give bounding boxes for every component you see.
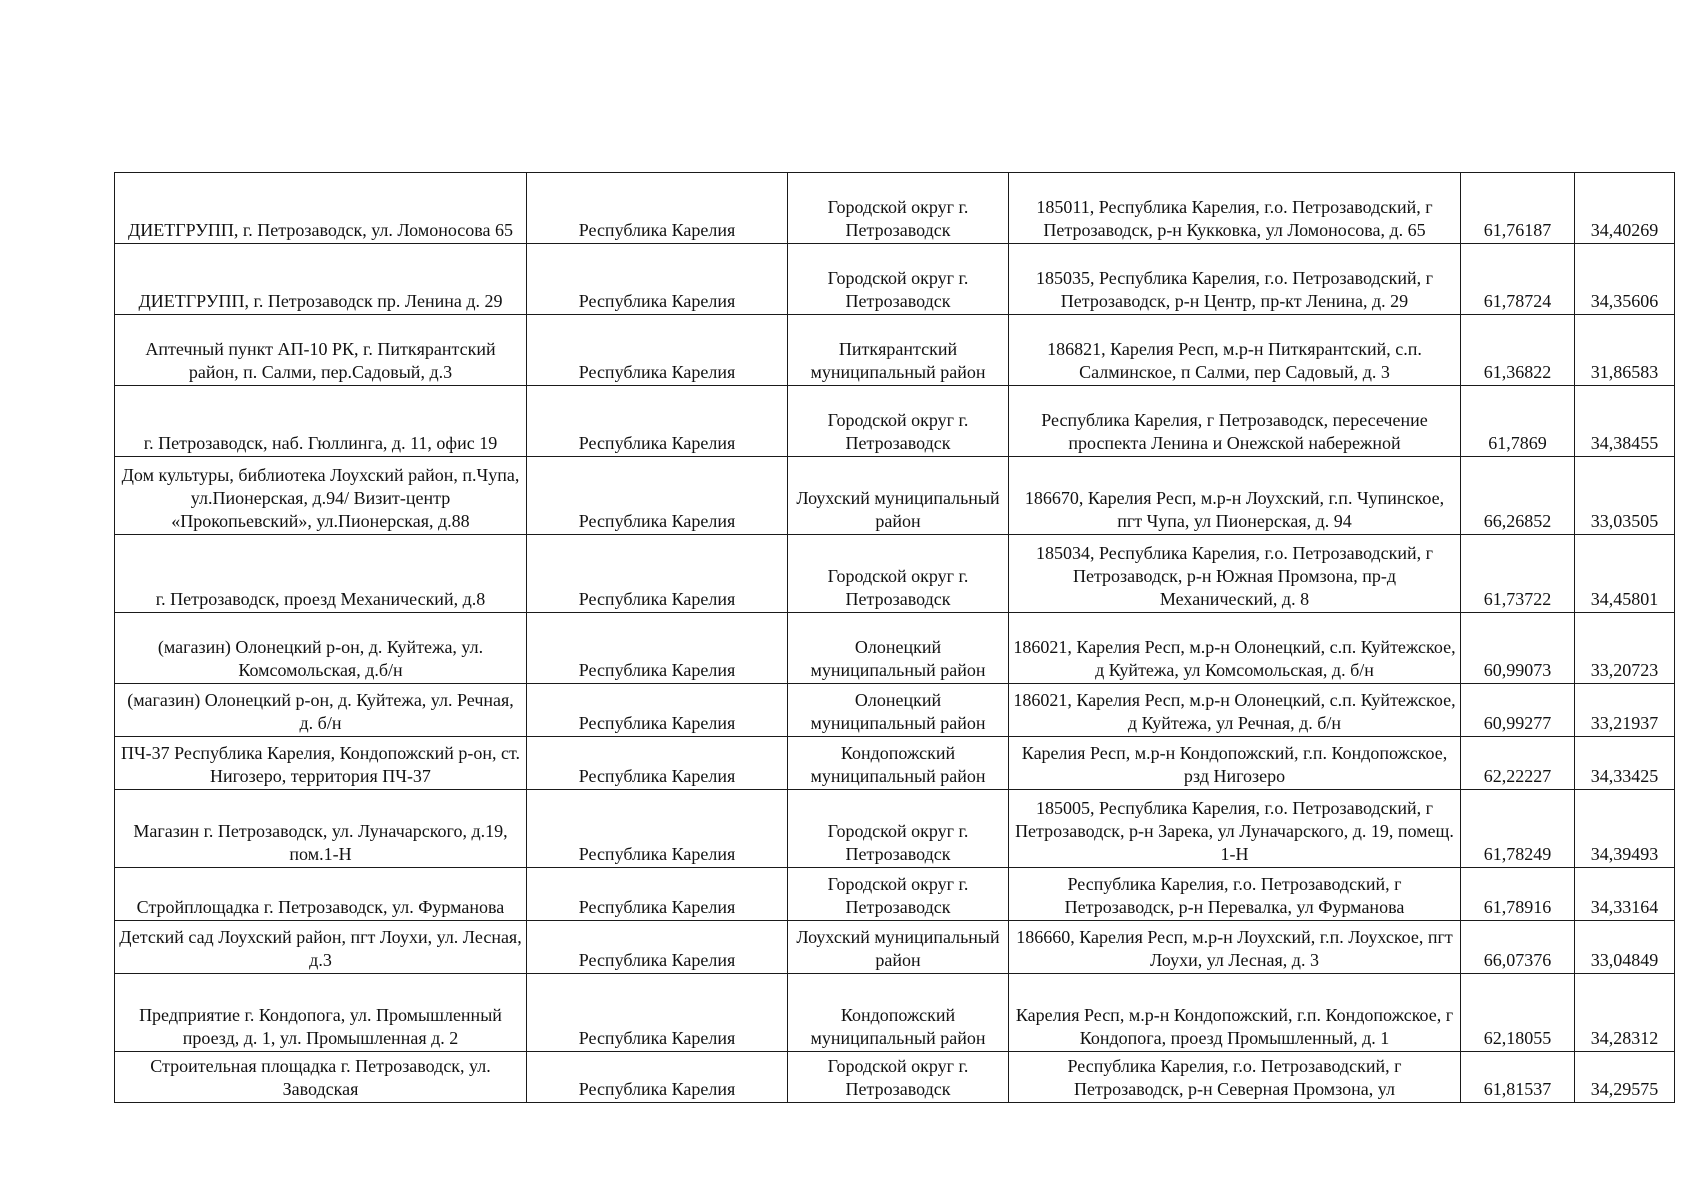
location-name-cell: Магазин г. Петрозаводск, ул. Луначарского, д.19, пом.1-Н bbox=[115, 790, 527, 868]
latitude-cell: 61,73722 bbox=[1461, 535, 1575, 613]
location-name-cell: (магазин) Олонецкий р-он, д. Куйтежа, ул. Комсомольская, д.б/н bbox=[115, 613, 527, 684]
municipality-cell: Городской округ г. Петрозаводск bbox=[788, 790, 1009, 868]
latitude-cell: 62,22227 bbox=[1461, 737, 1575, 790]
longitude-cell: 34,33164 bbox=[1575, 868, 1675, 921]
region-cell: Республика Карелия bbox=[527, 535, 788, 613]
latitude-cell: 61,78724 bbox=[1461, 244, 1575, 315]
location-name-cell: г. Петрозаводск, наб. Гюллинга, д. 11, офис 19 bbox=[115, 386, 527, 457]
region-cell: Республика Карелия bbox=[527, 613, 788, 684]
latitude-cell: 66,07376 bbox=[1461, 921, 1575, 974]
municipality-cell: Кондопожский муниципальный район bbox=[788, 737, 1009, 790]
location-name-cell: Строительная площадка г. Петрозаводск, ул. Заводская bbox=[115, 1052, 527, 1103]
address-cell: 185035, Республика Карелия, г.о. Петрозаводский, г Петрозаводск, р-н Центр, пр-кт Ленина, д. 29 bbox=[1009, 244, 1461, 315]
region-cell: Республика Карелия bbox=[527, 315, 788, 386]
table-row bbox=[115, 974, 1675, 1052]
longitude-cell: 34,33425 bbox=[1575, 737, 1675, 790]
longitude-cell: 34,29575 bbox=[1575, 1052, 1675, 1103]
longitude-cell: 34,35606 bbox=[1575, 244, 1675, 315]
address-cell: Республика Карелия, г.о. Петрозаводский, г Петрозаводск, р-н Перевалка, ул Фурманова bbox=[1009, 868, 1461, 921]
location-name-cell: Предприятие г. Кондопога, ул. Промышленный проезд, д. 1, ул. Промышленная д. 2 bbox=[115, 974, 527, 1052]
municipality-cell: Олонецкий муниципальный район bbox=[788, 684, 1009, 737]
latitude-cell: 62,18055 bbox=[1461, 974, 1575, 1052]
table-row bbox=[115, 737, 1675, 790]
location-name-cell: Дом культуры, библиотека Лоухский район, п.Чупа, ул.Пионерская, д.94/ Визит-центр «Прокопьевский», ул.Пионерская, д.88 bbox=[115, 457, 527, 535]
longitude-cell: 33,20723 bbox=[1575, 613, 1675, 684]
longitude-cell: 33,04849 bbox=[1575, 921, 1675, 974]
latitude-cell: 61,36822 bbox=[1461, 315, 1575, 386]
location-name-cell: Стройплощадка г. Петрозаводск, ул. Фурманова bbox=[115, 868, 527, 921]
latitude-cell: 61,81537 bbox=[1461, 1052, 1575, 1103]
region-cell: Республика Карелия bbox=[527, 173, 788, 244]
longitude-cell: 34,40269 bbox=[1575, 173, 1675, 244]
municipality-cell: Городской округ г. Петрозаводск bbox=[788, 868, 1009, 921]
table-row bbox=[115, 386, 1675, 457]
longitude-cell: 34,39493 bbox=[1575, 790, 1675, 868]
longitude-cell: 34,38455 bbox=[1575, 386, 1675, 457]
municipality-cell: Городской округ г. Петрозаводск bbox=[788, 173, 1009, 244]
region-cell: Республика Карелия bbox=[527, 244, 788, 315]
municipality-cell: Лоухский муниципальный район bbox=[788, 921, 1009, 974]
table-row bbox=[115, 535, 1675, 613]
table-row bbox=[115, 457, 1675, 535]
address-cell: 186021, Карелия Респ, м.р-н Олонецкий, с.п. Куйтежское, д Куйтежа, ул Комсомольская, д. б/н bbox=[1009, 613, 1461, 684]
municipality-cell: Олонецкий муниципальный район bbox=[788, 613, 1009, 684]
locations-table-body bbox=[115, 173, 1675, 1103]
longitude-cell: 34,45801 bbox=[1575, 535, 1675, 613]
region-cell: Республика Карелия bbox=[527, 1052, 788, 1103]
table-row bbox=[115, 1052, 1675, 1103]
address-cell: Республика Карелия, г.о. Петрозаводский, г Петрозаводск, р-н Северная Промзона, ул bbox=[1009, 1052, 1461, 1103]
location-name-cell: (магазин) Олонецкий р-он, д. Куйтежа, ул. Речная, д. б/н bbox=[115, 684, 527, 737]
latitude-cell: 61,7869 bbox=[1461, 386, 1575, 457]
municipality-cell: Городской округ г. Петрозаводск bbox=[788, 386, 1009, 457]
region-cell: Республика Карелия bbox=[527, 790, 788, 868]
table-row bbox=[115, 244, 1675, 315]
latitude-cell: 61,76187 bbox=[1461, 173, 1575, 244]
address-cell: Республика Карелия, г Петрозаводск, пересечение проспекта Ленина и Онежской набережной bbox=[1009, 386, 1461, 457]
address-cell: 186660, Карелия Респ, м.р-н Лоухский, г.п. Лоухское, пгт Лоухи, ул Лесная, д. 3 bbox=[1009, 921, 1461, 974]
location-name-cell: Детский сад Лоухский район, пгт Лоухи, ул. Лесная, д.3 bbox=[115, 921, 527, 974]
municipality-cell: Городской округ г. Петрозаводск bbox=[788, 244, 1009, 315]
longitude-cell: 33,03505 bbox=[1575, 457, 1675, 535]
latitude-cell: 66,26852 bbox=[1461, 457, 1575, 535]
table-row bbox=[115, 173, 1675, 244]
region-cell: Республика Карелия bbox=[527, 868, 788, 921]
latitude-cell: 60,99277 bbox=[1461, 684, 1575, 737]
address-cell: 186021, Карелия Респ, м.р-н Олонецкий, с.п. Куйтежское, д Куйтежа, ул Речная, д. б/н bbox=[1009, 684, 1461, 737]
address-cell: 186821, Карелия Респ, м.р-н Питкярантский, с.п. Салминское, п Салми, пер Садовый, д. 3 bbox=[1009, 315, 1461, 386]
address-cell: 186670, Карелия Респ, м.р-н Лоухский, г.п. Чупинское, пгт Чупа, ул Пионерская, д. 94 bbox=[1009, 457, 1461, 535]
municipality-cell: Кондопожский муниципальный район bbox=[788, 974, 1009, 1052]
location-name-cell: Аптечный пункт АП-10 РК, г. Питкярантский район, п. Салми, пер.Садовый, д.3 bbox=[115, 315, 527, 386]
municipality-cell: Городской округ г. Петрозаводск bbox=[788, 1052, 1009, 1103]
table-row bbox=[115, 868, 1675, 921]
locations-table bbox=[114, 172, 1675, 1103]
latitude-cell: 61,78916 bbox=[1461, 868, 1575, 921]
table-row bbox=[115, 790, 1675, 868]
address-cell: Карелия Респ, м.р-н Кондопожский, г.п. Кондопожское, рзд Нигозеро bbox=[1009, 737, 1461, 790]
region-cell: Республика Карелия bbox=[527, 457, 788, 535]
municipality-cell: Питкярантский муниципальный район bbox=[788, 315, 1009, 386]
region-cell: Республика Карелия bbox=[527, 974, 788, 1052]
region-cell: Республика Карелия bbox=[527, 737, 788, 790]
location-name-cell: ДИЕТГРУПП, г. Петрозаводск пр. Ленина д. 29 bbox=[115, 244, 527, 315]
location-name-cell: г. Петрозаводск, проезд Механический, д.8 bbox=[115, 535, 527, 613]
region-cell: Республика Карелия bbox=[527, 921, 788, 974]
region-cell: Республика Карелия bbox=[527, 386, 788, 457]
location-name-cell: ДИЕТГРУПП, г. Петрозаводск, ул. Ломоносова 65 bbox=[115, 173, 527, 244]
latitude-cell: 61,78249 bbox=[1461, 790, 1575, 868]
address-cell: Карелия Респ, м.р-н Кондопожский, г.п. Кондопожское, г Кондопога, проезд Промышленный, д. 1 bbox=[1009, 974, 1461, 1052]
table-row bbox=[115, 921, 1675, 974]
location-name-cell: ПЧ-37 Республика Карелия, Кондопожский р-он, ст. Нигозеро, территория ПЧ-37 bbox=[115, 737, 527, 790]
table-row bbox=[115, 613, 1675, 684]
address-cell: 185011, Республика Карелия, г.о. Петрозаводский, г Петрозаводск, р-н Кукковка, ул Ломоносова, д. 65 bbox=[1009, 173, 1461, 244]
longitude-cell: 33,21937 bbox=[1575, 684, 1675, 737]
address-cell: 185034, Республика Карелия, г.о. Петрозаводский, г Петрозаводск, р-н Южная Промзона, пр-д Механический, д. 8 bbox=[1009, 535, 1461, 613]
longitude-cell: 34,28312 bbox=[1575, 974, 1675, 1052]
latitude-cell: 60,99073 bbox=[1461, 613, 1575, 684]
municipality-cell: Городской округ г. Петрозаводск bbox=[788, 535, 1009, 613]
table-row bbox=[115, 315, 1675, 386]
address-cell: 185005, Республика Карелия, г.о. Петрозаводский, г Петрозаводск, р-н Зарека, ул Луначарского, д. 19, помещ. 1-Н bbox=[1009, 790, 1461, 868]
longitude-cell: 31,86583 bbox=[1575, 315, 1675, 386]
table-row bbox=[115, 684, 1675, 737]
region-cell: Республика Карелия bbox=[527, 684, 788, 737]
municipality-cell: Лоухский муниципальный район bbox=[788, 457, 1009, 535]
